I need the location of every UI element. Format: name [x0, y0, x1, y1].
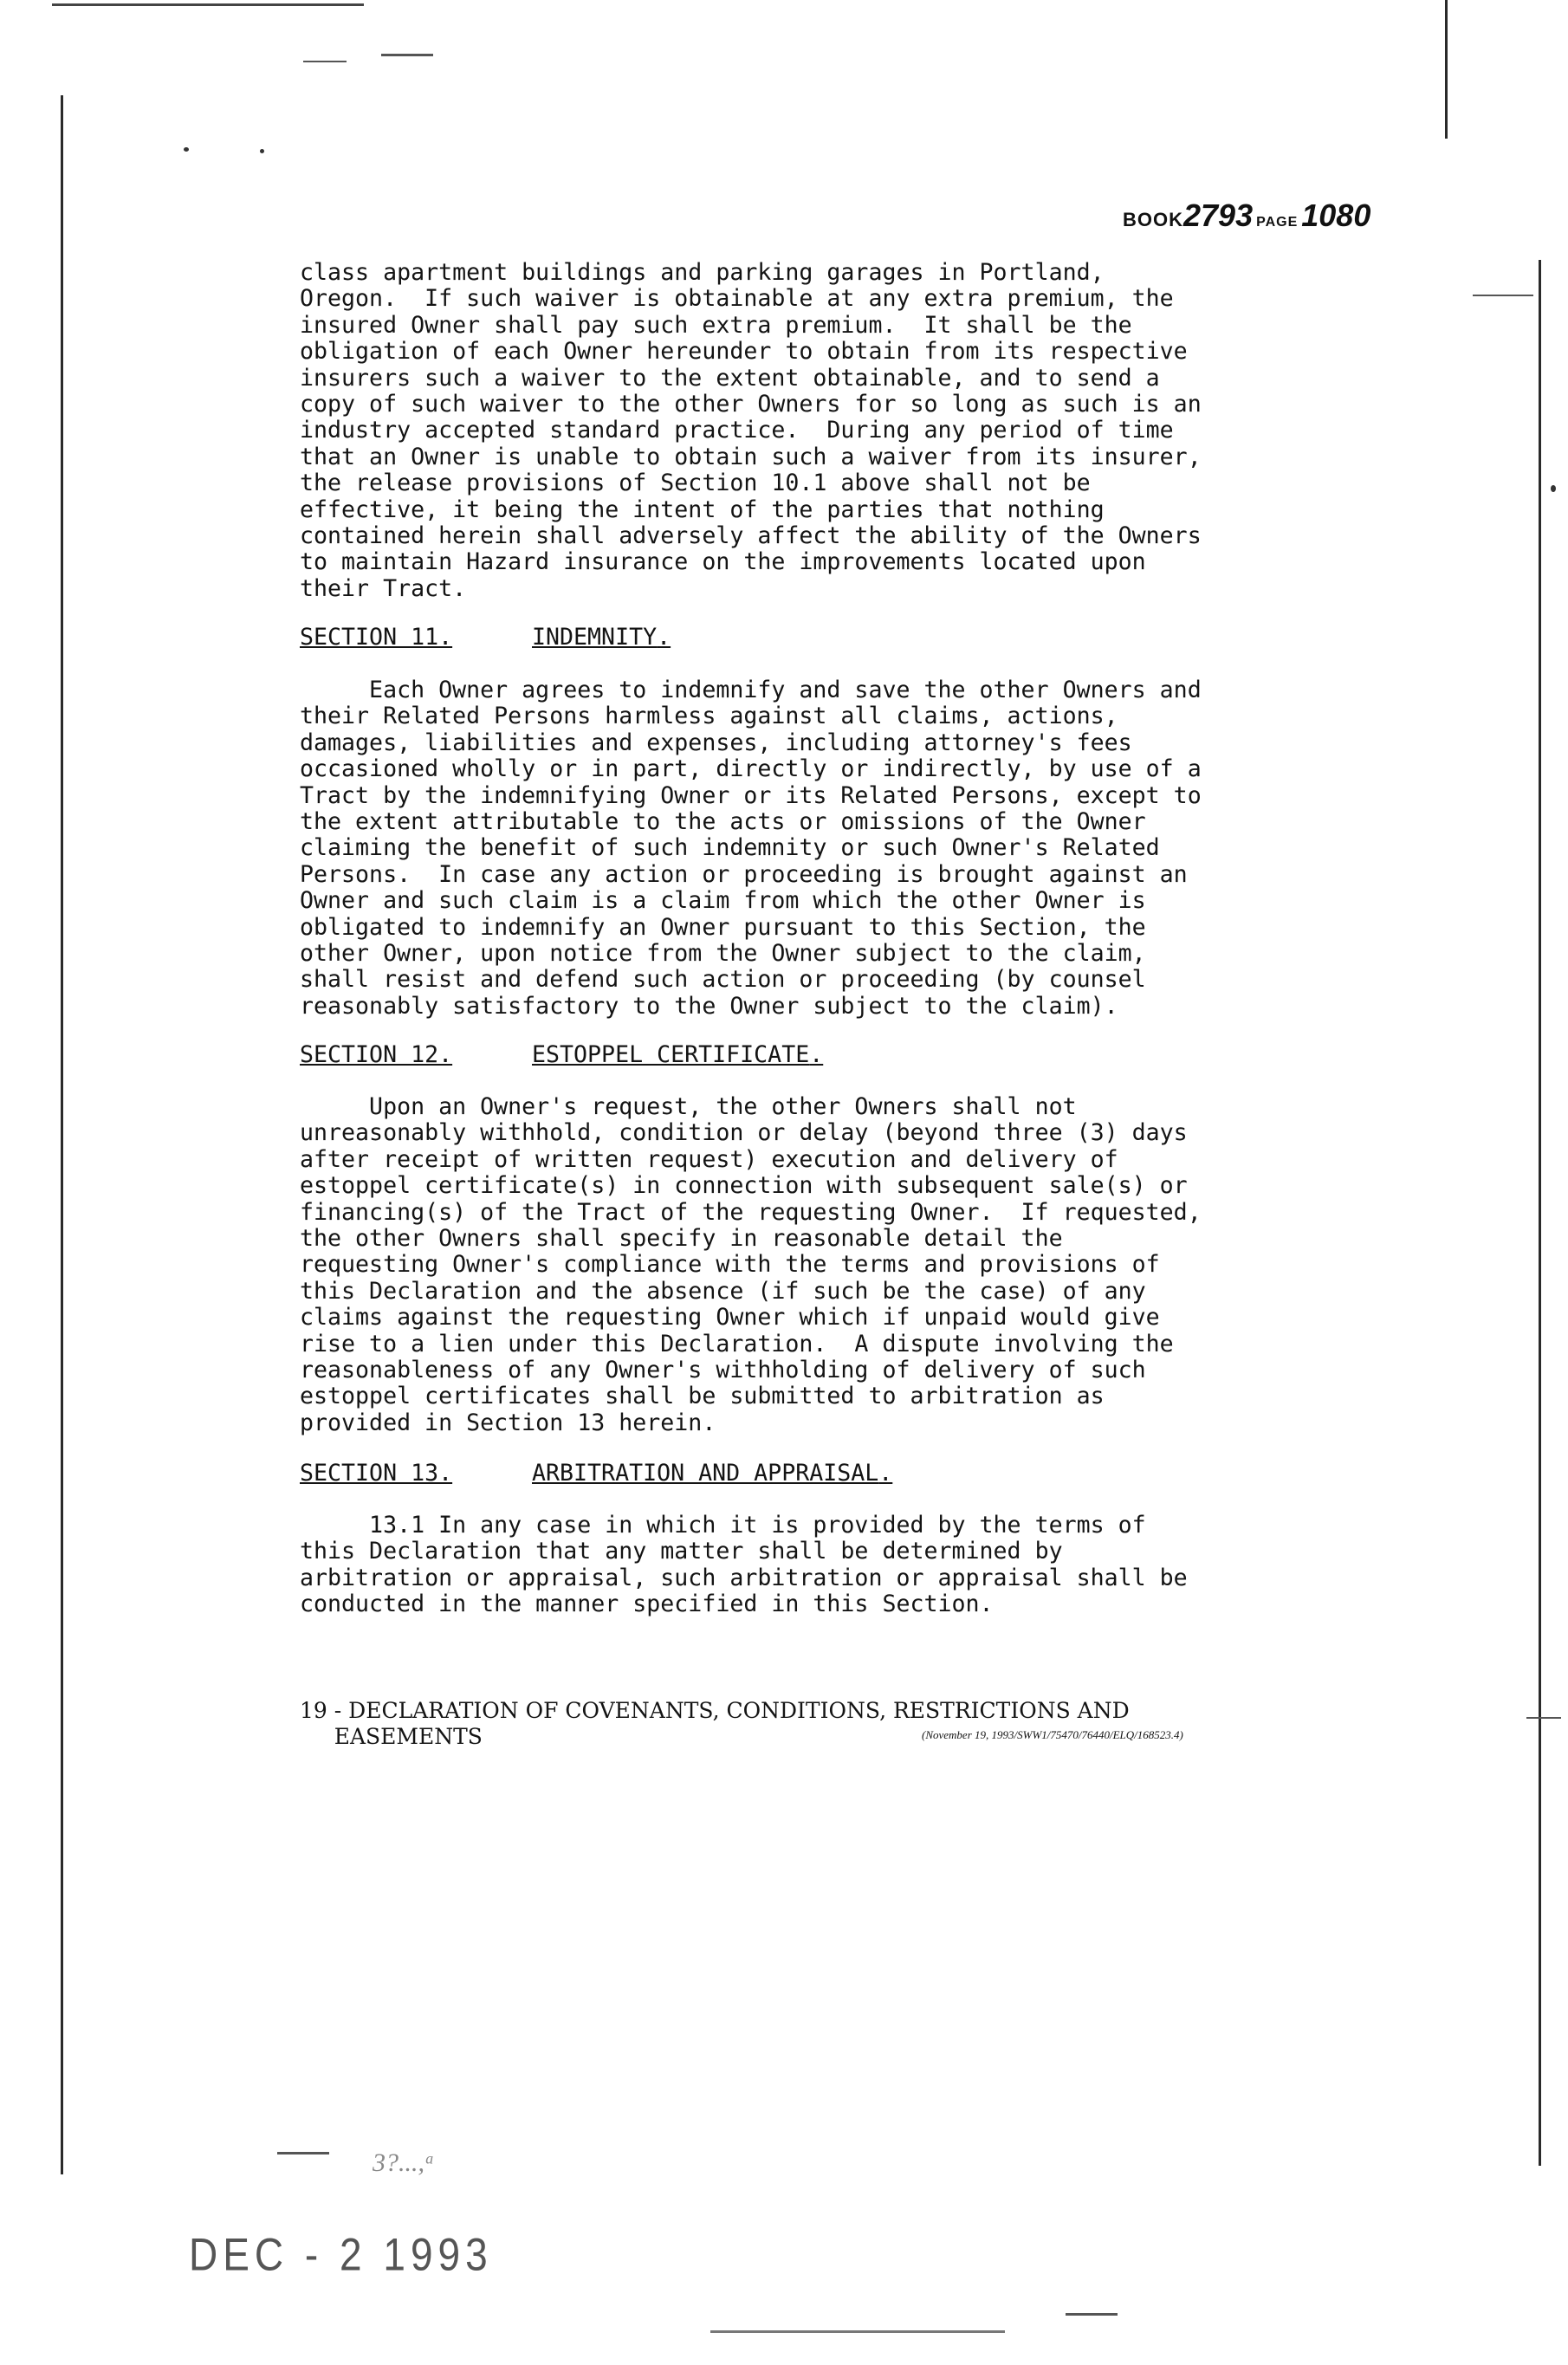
- section-13-text: 13.1 In any case in which it is provided by the terms of this Declaration that any matter shall be determined by arbitration or appraisal, such arbitration or appraisal shall be conducted in the manner specified in this Section.: [300, 1512, 1188, 1618]
- section-title: ARBITRATION AND APPRAISAL.: [532, 1460, 893, 1487]
- continuation-paragraph: class apartment buildings and parking garages in Portland, Oregon. If such waiver is obtainable at any extra premium, the insured Owner shall pay such extra premium. It shall be the obligation of each Owner hereunder to obtain from its respective insurers such a waiver to the extent obtainable, and to send a copy of such waiver to the other Owners for so long as such is an industry accepted standard practice. During any period of time that an Owner is unable to obtain such a waiver from its insurer, the release provisions of Section 10.1 above shall not be effective, it being the intent of the parties that nothing contained herein shall adversely affect the ability of the Owners to maintain Hazard insurance on the improvements located upon their Tract.: [300, 259, 1202, 602]
- scan-mark: [1473, 295, 1533, 296]
- section-number: SECTION 11.: [300, 624, 453, 651]
- footer-title-line-2: EASEMENTS: [300, 1724, 483, 1749]
- page-number: 1080: [1301, 198, 1371, 233]
- scan-edge-right-lower: [1539, 260, 1541, 2166]
- scan-mark: [277, 2152, 329, 2154]
- scan-mark: [381, 54, 433, 56]
- scan-speck: [1551, 485, 1556, 492]
- section-title: ESTOPPEL CERTIFICATE.: [532, 1041, 824, 1068]
- scan-edge-top: [52, 3, 364, 6]
- section-11-text: Each Owner agrees to indemnify and save the other Owners and their Related Persons harmless against all claims, actions, damages, liabilities and expenses, including attorney's fees occasioned wholly or in part, directly or indirectly, by use of a Tract by the indemnifying Owner or its Related Persons, except to the extent attributable to the acts or omissions of the Owner claiming the benefit of such indemnity or such Owner's Related Persons. In case any action or proceeding is brought against an Owner and such claim is a claim from which the other Owner is obligated to indemnify an Owner pursuant to this Section, the other Owner, upon notice from the Owner subject to the claim, shall resist and defend such action or proceeding (by counsel reasonably satisfactory to the Owner subject to the claim).: [300, 677, 1202, 1020]
- scan-speck: [184, 147, 189, 152]
- scan-mark: [1066, 2313, 1118, 2316]
- scan-edge-left: [61, 95, 63, 2174]
- section-number: SECTION 13.: [300, 1460, 453, 1487]
- section-number: SECTION 12.: [300, 1041, 453, 1068]
- section-12-heading: [300, 1041, 824, 1068]
- date-stamp: DEC - 2 1993: [189, 2228, 493, 2280]
- section-12-text: Upon an Owner's request, the other Owners shall not unreasonably withhold, condition or delay (beyond three (3) days after receipt of written request) execution and delivery of estoppel certificate(s) in connection with subsequent sale(s) or financing(s) of the Tract of the requesting Owner. If requested, the other Owners shall specify in reasonable detail the requesting Owner's compliance with the terms and provisions of this Declaration and the absence (if such be the case) of any claims against the requesting Owner which if unpaid would give rise to a lien under this Declaration. A dispute involving the reasonableness of any Owner's withholding of delivery of such estoppel certificates shall be submitted to arbitration as provided in Section 13 herein.: [300, 1093, 1202, 1436]
- scan-mark: [710, 2330, 1005, 2333]
- scan-edge-right: [1445, 0, 1448, 139]
- book-page-reference: [1123, 198, 1370, 234]
- scan-mark: [1526, 1717, 1561, 1719]
- book-label: BOOK: [1123, 209, 1183, 230]
- handwritten-scrawl: 3?...,ᵃ: [373, 2148, 435, 2177]
- footer-title-line-1: 19 - DECLARATION OF COVENANTS, CONDITIONS, RESTRICTIONS AND: [300, 1698, 1130, 1723]
- scan-mark: [303, 61, 347, 62]
- section-title: INDEMNITY.: [532, 624, 671, 651]
- section-11-heading: [300, 624, 671, 651]
- book-number: 2793: [1183, 198, 1254, 233]
- scan-speck: [260, 149, 264, 153]
- section-13-heading: [300, 1460, 893, 1487]
- page-label: PAGE: [1256, 215, 1299, 230]
- footer-document-code: (November 19, 1993/SWW1/75470/76440/ELQ/168523.4): [922, 1728, 1183, 1741]
